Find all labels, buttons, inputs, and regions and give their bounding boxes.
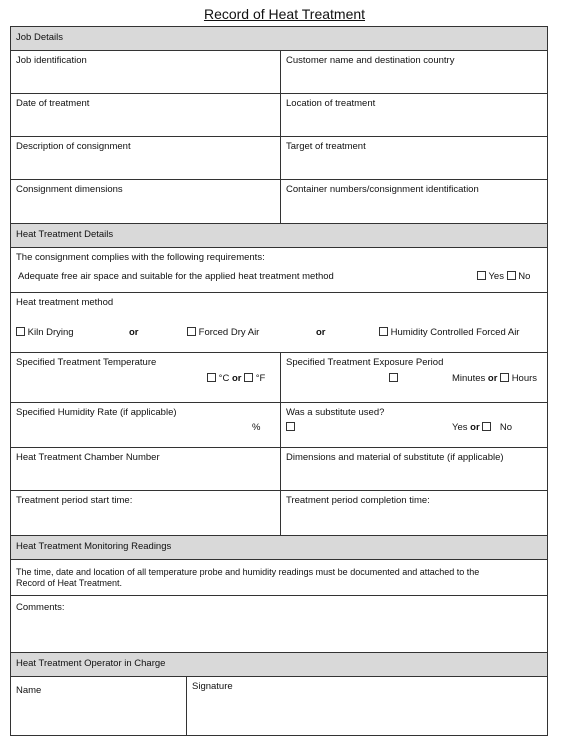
- hours-label: Hours: [511, 373, 538, 384]
- forced-dry-air-label: Forced Dry Air: [198, 327, 260, 338]
- monitoring-title: Heat Treatment Monitoring Readings: [16, 541, 172, 552]
- chamber-row: [11, 448, 547, 491]
- job-row-2: [11, 94, 547, 137]
- completion-time-field[interactable]: [280, 491, 547, 535]
- substitute-yes-checkbox[interactable]: [286, 422, 295, 431]
- heat-details-title: Heat Treatment Details: [16, 229, 114, 240]
- job-row-4: [11, 180, 547, 224]
- substitute-no-label: No: [499, 422, 513, 433]
- comments-row[interactable]: [11, 596, 547, 653]
- humidity-row: [11, 403, 547, 448]
- time-or-label: or: [487, 373, 498, 384]
- substitute-field: [280, 403, 547, 447]
- chamber-field[interactable]: [11, 448, 280, 490]
- fahrenheit-label: °F: [255, 373, 266, 384]
- temperature-label: Specified Treatment Temperature: [16, 357, 157, 368]
- temperature-field: [11, 353, 280, 402]
- complies-row: [11, 248, 547, 293]
- monitoring-text-line-1: The time, date and location of all temperature probe and humidity readings must be documented and attached to the: [16, 567, 480, 577]
- monitoring-header: [11, 536, 547, 560]
- percent-label: %: [252, 422, 261, 433]
- signature-label: Signature: [192, 681, 233, 692]
- exposure-field: [280, 353, 547, 402]
- or-label-2: or: [316, 327, 326, 338]
- description-label: Description of consignment: [16, 141, 131, 152]
- description-field[interactable]: [11, 137, 280, 179]
- job-identification-label: Job identification: [16, 55, 87, 66]
- hours-checkbox[interactable]: [500, 373, 509, 382]
- method-label: Heat treatment method: [16, 297, 114, 308]
- or-label-1: or: [129, 327, 139, 338]
- date-label: Date of treatment: [16, 98, 90, 109]
- operator-title: Heat Treatment Operator in Charge: [16, 658, 166, 669]
- job-details-header: [11, 27, 547, 51]
- dimensions-field[interactable]: [11, 180, 280, 223]
- period-row: [11, 491, 547, 536]
- customer-field[interactable]: [280, 51, 547, 93]
- substitute-label: Was a substitute used?: [286, 407, 385, 418]
- name-field[interactable]: [11, 677, 186, 735]
- substitute-dimensions-label: Dimensions and material of substitute (if applicable): [286, 452, 504, 463]
- humidity-rate-label: Specified Humidity Rate (if applicable): [16, 407, 177, 418]
- kiln-drying-label: Kiln Drying: [27, 327, 74, 338]
- celsius-label: °C: [218, 373, 230, 384]
- page-title: Record of Heat Treatment: [203, 6, 366, 22]
- target-label: Target of treatment: [286, 141, 366, 152]
- forced-dry-air-checkbox[interactable]: [187, 327, 196, 336]
- complies-text: The consignment complies with the following requirements:: [16, 252, 265, 263]
- name-label: Name: [16, 685, 42, 696]
- heat-details-header: [11, 224, 547, 248]
- exposure-label: Specified Treatment Exposure Period: [286, 357, 444, 368]
- humidity-forced-air-checkbox[interactable]: [379, 327, 388, 336]
- operator-row: [11, 677, 547, 735]
- location-label: Location of treatment: [286, 98, 376, 109]
- substitute-or-label: or: [470, 422, 480, 433]
- humidity-forced-air-label: Humidity Controlled Forced Air: [390, 327, 520, 338]
- signature-field[interactable]: [186, 677, 547, 735]
- temperature-row: [11, 353, 547, 403]
- kiln-drying-checkbox[interactable]: [16, 327, 25, 336]
- substitute-dimensions-field[interactable]: [280, 448, 547, 490]
- humidity-rate-field[interactable]: [11, 403, 280, 447]
- dimensions-label: Consignment dimensions: [16, 184, 123, 195]
- target-field[interactable]: [280, 137, 547, 179]
- celsius-checkbox[interactable]: [207, 373, 216, 382]
- customer-label: Customer name and destination country: [286, 55, 455, 66]
- chamber-label: Heat Treatment Chamber Number: [16, 452, 160, 463]
- exposure-value-box[interactable]: [389, 373, 398, 382]
- substitute-yes-label: Yes: [452, 422, 468, 433]
- date-field[interactable]: [11, 94, 280, 136]
- air-space-no-label: No: [518, 271, 531, 282]
- minutes-label: Minutes: [452, 373, 486, 384]
- unit-or-label: or: [231, 373, 242, 384]
- location-field[interactable]: [280, 94, 547, 136]
- container-field[interactable]: [280, 180, 547, 223]
- comments-label: Comments:: [16, 602, 65, 613]
- start-time-label: Treatment period start time:: [16, 495, 133, 506]
- job-identification-field[interactable]: [11, 51, 280, 93]
- start-time-field[interactable]: [11, 491, 280, 535]
- job-row-3: [11, 137, 547, 180]
- monitoring-text-row: [11, 560, 547, 596]
- container-label: Container numbers/consignment identification: [286, 184, 479, 195]
- air-space-yes-checkbox[interactable]: [477, 271, 486, 280]
- air-space-text: Adequate free air space and suitable for the applied heat treatment method: [18, 271, 334, 282]
- monitoring-text-line-2: Record of Heat Treatment.: [16, 578, 123, 588]
- air-space-yes-label: Yes: [488, 271, 504, 282]
- operator-header: [11, 653, 547, 677]
- job-row-1: [11, 51, 547, 94]
- method-row: [11, 293, 547, 353]
- fahrenheit-checkbox[interactable]: [244, 373, 253, 382]
- completion-time-label: Treatment period completion time:: [286, 495, 430, 506]
- job-details-title: Job Details: [16, 32, 63, 43]
- substitute-no-checkbox[interactable]: [482, 422, 491, 431]
- heat-treatment-form: [10, 26, 548, 736]
- air-space-no-checkbox[interactable]: [507, 271, 516, 280]
